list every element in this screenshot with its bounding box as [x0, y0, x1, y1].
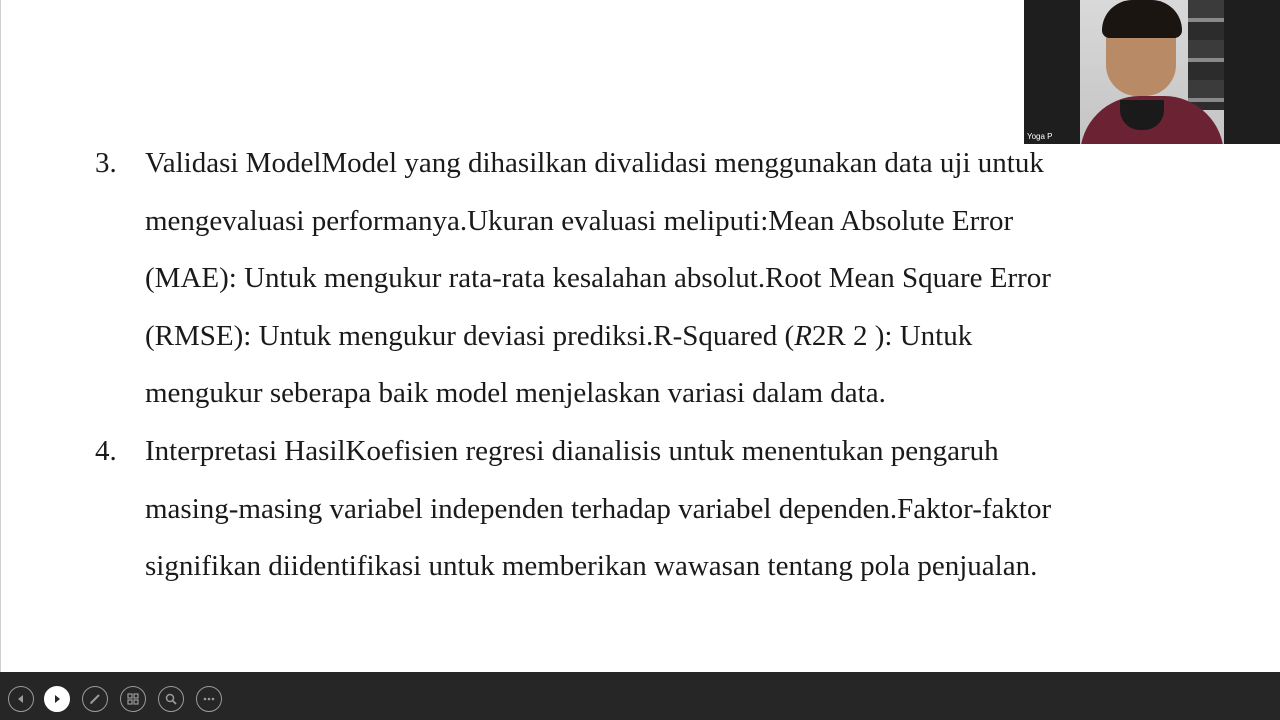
italic-symbol: R — [794, 319, 812, 352]
pen-icon — [88, 692, 102, 706]
previous-slide-button[interactable] — [8, 686, 34, 712]
text-fragment: (RMSE): Untuk mengukur deviasi prediksi.R-Squared ( — [145, 319, 795, 352]
text-line: Interpretasi HasilKoefisien regresi dianalisis untuk menentukan pengaruh — [145, 435, 999, 467]
webcam-video — [1080, 0, 1224, 144]
pen-tool-button[interactable] — [82, 686, 108, 712]
text-line: Validasi ModelModel yang dihasilkan divalidasi menggunakan data uji untuk — [145, 147, 1044, 179]
text-line: mengukur seberapa baik model menjelaskan variasi dalam data. — [145, 377, 886, 409]
list-number: 4. — [95, 435, 117, 467]
previous-icon — [15, 693, 27, 705]
webcam-thumbnail[interactable] — [1024, 0, 1280, 144]
text-line: signifikan diidentifikasi untuk memberikan wawasan tentang pola penjualan. — [145, 550, 1038, 582]
more-options-button[interactable] — [196, 686, 222, 712]
text-line — [145, 308, 1155, 366]
text-line: mengevaluasi performanya.Ukuran evaluasi meliputi:Mean Absolute Error — [145, 204, 1014, 237]
person-hair — [1102, 0, 1182, 38]
text-line: masing-masing variabel independen terhadap variabel dependen.Faktor-faktor — [145, 492, 1052, 525]
list-number: 3. — [95, 147, 117, 179]
zoom-button[interactable] — [158, 686, 184, 712]
background-wall — [1188, 0, 1224, 110]
text-line: (MAE): Untuk mengukur rata-rata kesalahan absolut.Root Mean Square Error — [145, 262, 1051, 294]
list-item-text — [145, 423, 1155, 596]
zoom-icon — [164, 692, 178, 706]
more-icon — [202, 692, 216, 706]
see-all-slides-button[interactable] — [120, 686, 146, 712]
list-item-text — [145, 135, 1155, 423]
slides-grid-icon — [126, 692, 140, 706]
text-fragment: 2R 2 ): Untuk — [811, 319, 973, 352]
participant-name: Yoga P — [1027, 132, 1053, 141]
next-icon — [51, 693, 63, 705]
presentation-toolbar — [0, 672, 1280, 720]
next-slide-button[interactable] — [44, 686, 70, 712]
